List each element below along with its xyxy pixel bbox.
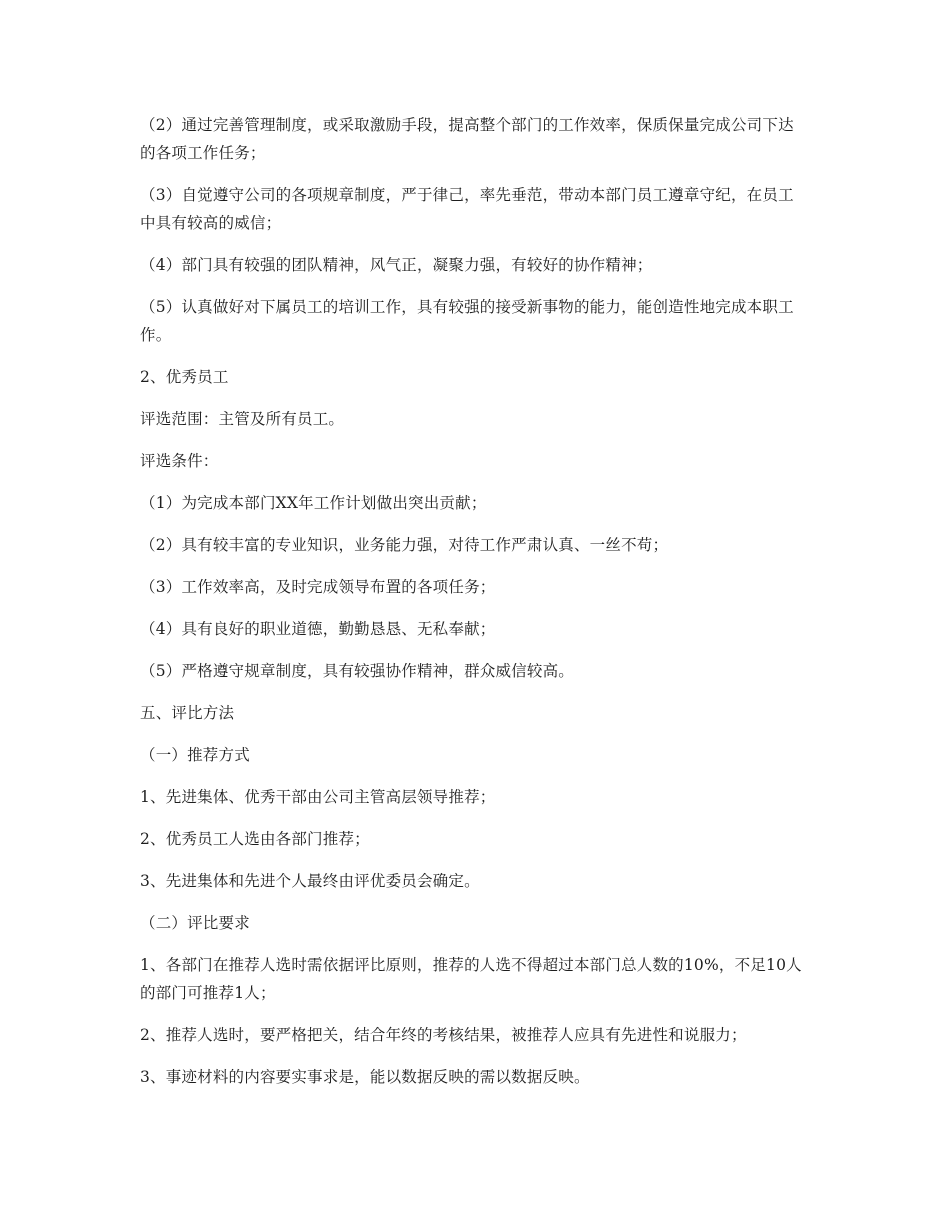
- paragraph-condition-4: （4）具有良好的职业道德，勤勤恳恳、无私奉献；: [140, 620, 496, 638]
- paragraph-condition-2: （2）具有较丰富的专业知识，业务能力强，对待工作严肃认真、一丝不苟；: [140, 536, 669, 554]
- paragraph-recommendation-1: 1、先进集体、优秀干部由公司主管高层领导推荐；: [140, 788, 496, 806]
- paragraph-criteria-5: （5）认真做好对下属员工的培训工作，具有较强的接受新事物的能力，能创造性地完成本职工作。: [140, 298, 794, 344]
- document-page: [140, 111, 805, 1105]
- paragraph-recommendation-2: 2、优秀员工人选由各部门推荐；: [140, 830, 370, 848]
- paragraph-criteria-4: （4）部门具有较强的团队精神，风气正，凝聚力强，有较好的协作精神；: [140, 256, 653, 274]
- paragraph-condition-3: （3）工作效率高，及时完成领导布置的各项任务；: [140, 578, 496, 596]
- paragraph-recommendation-3: 3、先进集体和先进个人最终由评优委员会确定。: [140, 872, 480, 890]
- paragraph-condition-5: （5）严格遵守规章制度，具有较强协作精神，群众威信较高。: [140, 662, 574, 680]
- subheading-recommendation-method: （一）推荐方式: [140, 746, 250, 764]
- paragraph-criteria-3: （3）自觉遵守公司的各项规章制度，严于律己，率先垂范，带动本部门员工遵章守纪，在员工中具有较高的威信；: [140, 186, 794, 232]
- section-heading-evaluation-method: 五、评比方法: [140, 704, 235, 722]
- paragraph-condition-1: （1）为完成本部门XX年工作计划做出突出贡献；: [140, 494, 487, 512]
- subheading-evaluation-requirements: （二）评比要求: [140, 914, 250, 932]
- paragraph-requirement-2: 2、推荐人选时，要严格把关，结合年终的考核结果，被推荐人应具有先进性和说服力；: [140, 1026, 747, 1044]
- paragraph-requirement-3: 3、事迹材料的内容要实事求是，能以数据反映的需以数据反映。: [140, 1068, 590, 1086]
- paragraph-requirement-1: 1、各部门在推荐人选时需依据评比原则，推荐的人选不得超过本部门总人数的10%，不足10人的部门可推荐1人；: [140, 956, 802, 1002]
- section-heading-excellent-employee: 2、优秀员工: [140, 368, 229, 386]
- paragraph-criteria-2: （2）通过完善管理制度，或采取激励手段，提高整个部门的工作效率，保质保量完成公司下达的各项工作任务；: [140, 116, 794, 162]
- paragraph-selection-conditions: 评选条件：: [140, 452, 219, 470]
- paragraph-selection-scope: 评选范围：主管及所有员工。: [140, 410, 345, 428]
